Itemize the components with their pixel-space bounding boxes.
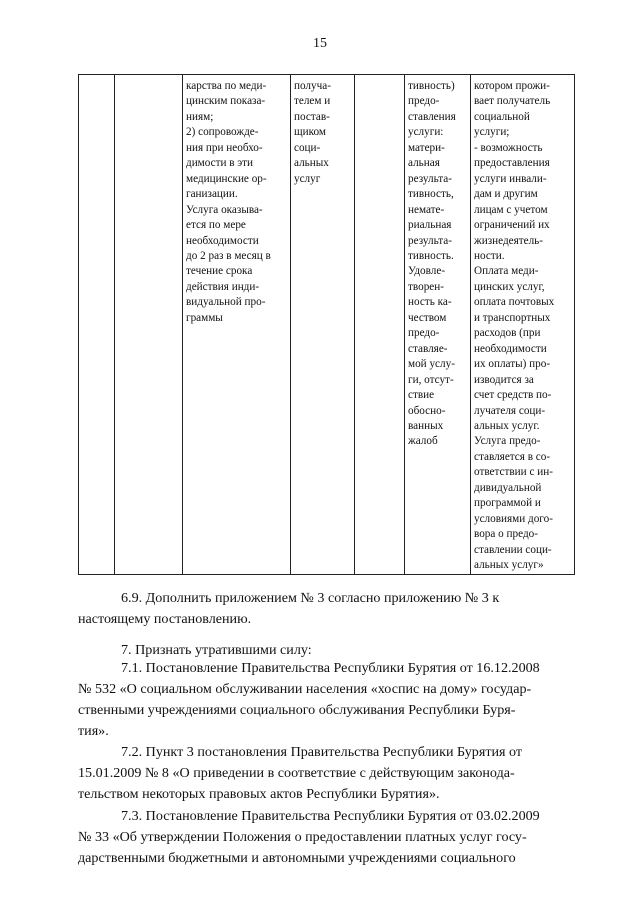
table-cell-number: [79, 75, 115, 575]
table-cell-period: получа- телем и постав- щиком соци- альных услуг: [291, 75, 355, 575]
services-table: [78, 74, 575, 575]
paragraph-6-9: 6.9. Дополнить приложением № 3 согласно приложению № 3 к настоящему постановлению.: [78, 590, 500, 627]
table-cell-description: карства по меди- цинским показа- ниям; 2) сопровожде- ния при необхо- димости в эти медицинские ор- ганизации. Услуга оказыва- ется по мере необходимости до 2 раз в месяц в течение срока действия инди- видуальной про- граммы: [183, 75, 291, 575]
paragraph-7: 7. Признать утратившими силу:: [121, 642, 312, 658]
table-cell-conditions: котором прожи- вает получатель социальной услуги; - возможность предоставления услуги инвали- дам и другим лицам с учетом ограничений их жизнедеятель- ности. Оплата меди- цинских услуг, оплата почтовых и транспортных расходов (при необходимости их оплаты) про- изводится за счет средств по- лучателя соци- альных услуг. Услуга предо- ставляется в со- ответствии с ин- дивидуальной программой и условиями дого- вора о предо- ставлении соци- альных услуг»: [471, 75, 575, 575]
table-row: [79, 75, 575, 575]
paragraph-7-3: 7.3. Постановление Правительства Республики Бурятия от 03.02.2009 № 33 «Об утверждении Положения о предоставлении платных услуг госу- дарственными бюджетными и автономными учреждениями социального: [78, 808, 540, 866]
paragraph-7-1: 7.1. Постановление Правительства Республики Бурятия от 16.12.2008 № 532 «О социальном обслуживании населения «хоспис на дому» государ- ственными учреждениями социального обслуживания Республики Буря- тия».: [78, 660, 540, 739]
table-cell-name: [115, 75, 183, 575]
page-number: 15: [313, 36, 327, 51]
table-cell-quality: тивность) предо- ставления услуги: матери- альная результа- тивность, немате- риальная результа- тивность. Удовле- творен- ность ка- чеством предо- ставляе- мой услу- ги, отсут- ствие обосно- ванных жалоб: [405, 75, 471, 575]
paragraph-7-2: 7.2. Пункт 3 постановления Правительства Республики Бурятия от 15.01.2009 № 8 «О приведении в соответствие с действующим законода- тельством некоторых правовых актов Республики Бурятия».: [78, 744, 523, 802]
table-cell-price: [355, 75, 405, 575]
